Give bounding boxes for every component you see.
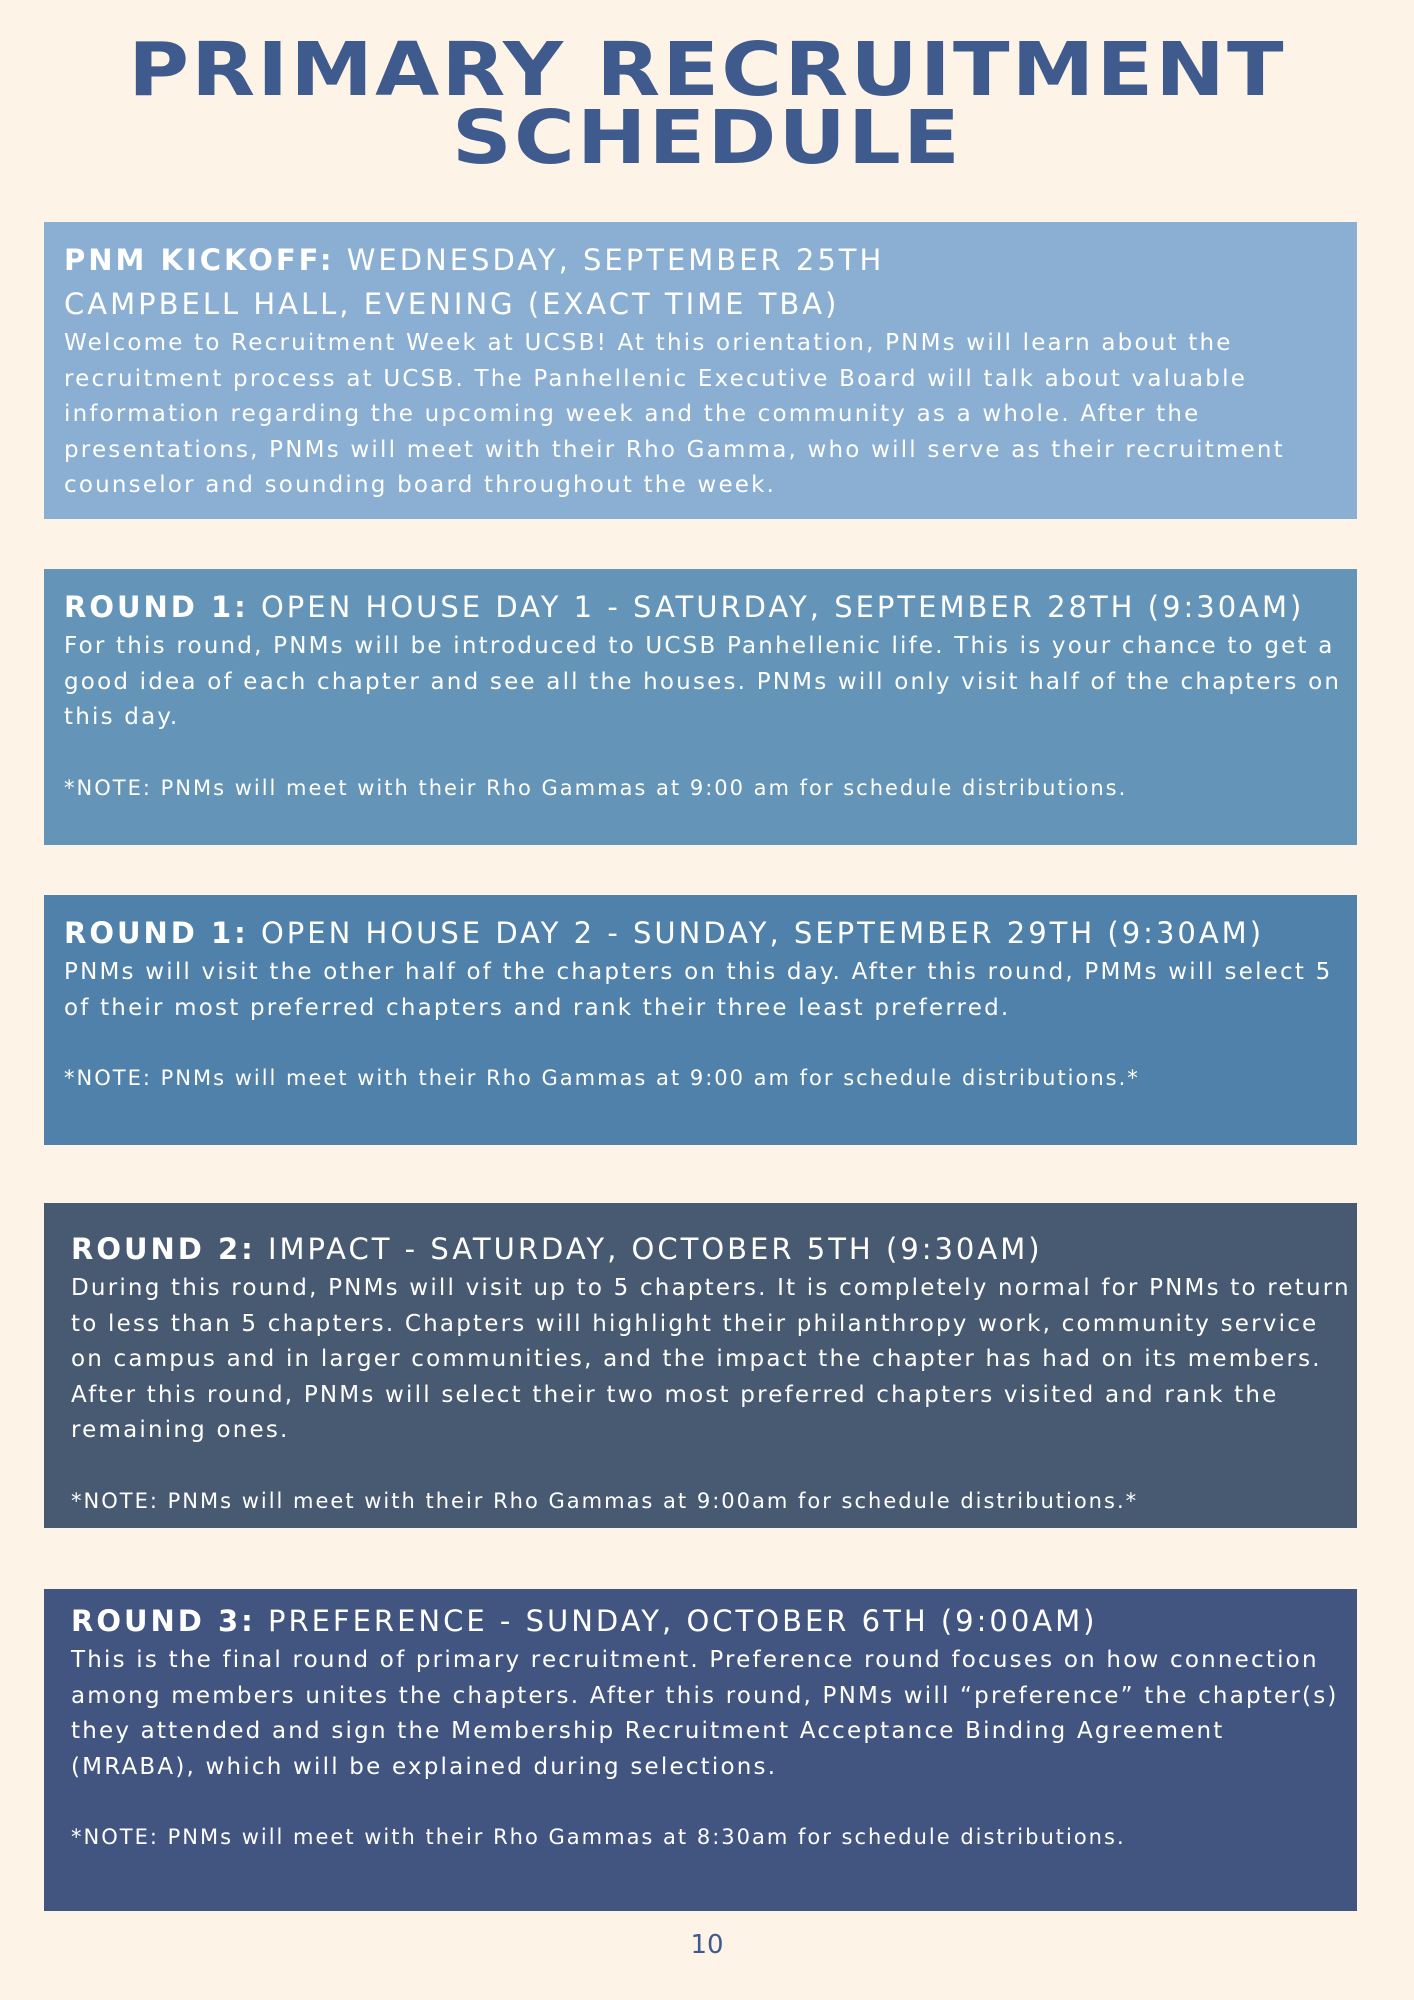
page-title-line-1: PRIMARY RECRUITMENT bbox=[128, 27, 1286, 113]
section-heading bbox=[64, 911, 1357, 955]
section-heading bbox=[64, 238, 1339, 282]
section-date: OPEN HOUSE DAY 1 - SATURDAY, SEPTEMBER 28TH (9:30AM) bbox=[260, 590, 1305, 624]
section-date: OPEN HOUSE DAY 2 - SUNDAY, SEPTEMBER 29TH (9:30AM) bbox=[260, 916, 1265, 950]
section-heading bbox=[71, 1227, 1357, 1271]
section-note: *NOTE: PNMs will meet with their Rho Gammas at 9:00 am for schedule distributions.* bbox=[64, 1066, 1140, 1090]
section-body: Welcome to Recruitment Week at UCSB! At this orientation, PNMs will learn about the recruitment process at UCSB. The Panhellenic Executive Board will talk about valuable information regarding the upcoming week and the community as a whole. After the presentations, PNMs will meet with their Rho Gamma, who will serve as their recruitment counselor and sounding board throughout the week. bbox=[64, 330, 1285, 498]
section-pnm-kickoff bbox=[44, 222, 1357, 519]
section-body: This is the final round of primary recruitment. Preference round focuses on how connection among members unites the chapters. After this round, PNMs will “preference” the chapter(s) they attended and sign the Membership Recruitment Acceptance Binding Agreement (MRABA), which will be explained during selections. bbox=[71, 1647, 1339, 1780]
section-round-1-day-1 bbox=[44, 569, 1357, 845]
section-round-3 bbox=[44, 1589, 1357, 1911]
section-round-2 bbox=[44, 1203, 1357, 1528]
section-location: CAMPBELL HALL, EVENING (EXACT TIME TBA) bbox=[64, 287, 840, 321]
page-title bbox=[0, 27, 1414, 181]
page-title-line-2: SCHEDULE bbox=[452, 95, 962, 181]
section-body: For this round, PNMs will be introduced to UCSB Panhellenic life. This is your chance to get a good idea of each chapter and see all the houses. PNMs will only visit half of the chapters on this day. bbox=[64, 633, 1342, 730]
section-label: PNM KICKOFF: bbox=[64, 243, 335, 277]
section-note: *NOTE: PNMs will meet with their Rho Gammas at 9:00am for schedule distributions.* bbox=[71, 1488, 1139, 1513]
section-heading bbox=[64, 585, 1357, 629]
section-round-1-day-2 bbox=[44, 895, 1357, 1145]
section-date: WEDNESDAY, SEPTEMBER 25TH bbox=[346, 243, 885, 277]
section-label: ROUND 1: bbox=[64, 590, 249, 624]
page-number: 10 bbox=[690, 1930, 724, 1960]
section-body: During this round, PNMs will visit up to 5 chapters. It is completely normal for PNMs to return to less than 5 chapters. Chapters will highlight their philanthropy work, community service on campus and in larger communities, and the impact the chapter has had on its members. After this round, PNMs will select their two most preferred chapters visited and rank the remaining ones. bbox=[71, 1275, 1351, 1443]
section-note: *NOTE: PNMs will meet with their Rho Gammas at 8:30am for schedule distributions. bbox=[71, 1825, 1126, 1849]
section-heading bbox=[71, 1599, 1357, 1643]
section-label: ROUND 2: bbox=[71, 1232, 256, 1266]
section-date: PREFERENCE - SUNDAY, OCTOBER 6TH (9:00AM) bbox=[267, 1604, 1098, 1638]
section-label: ROUND 1: bbox=[64, 916, 249, 950]
section-body: PNMs will visit the other half of the chapters on this day. After this round, PMMs will select 5 of their most preferred chapters and rank their three least preferred. bbox=[64, 959, 1333, 1021]
section-label: ROUND 3: bbox=[71, 1604, 256, 1638]
section-date: IMPACT - SATURDAY, OCTOBER 5TH (9:30AM) bbox=[267, 1232, 1043, 1266]
section-note: *NOTE: PNMs will meet with their Rho Gammas at 9:00 am for schedule distributions. bbox=[64, 775, 1128, 800]
